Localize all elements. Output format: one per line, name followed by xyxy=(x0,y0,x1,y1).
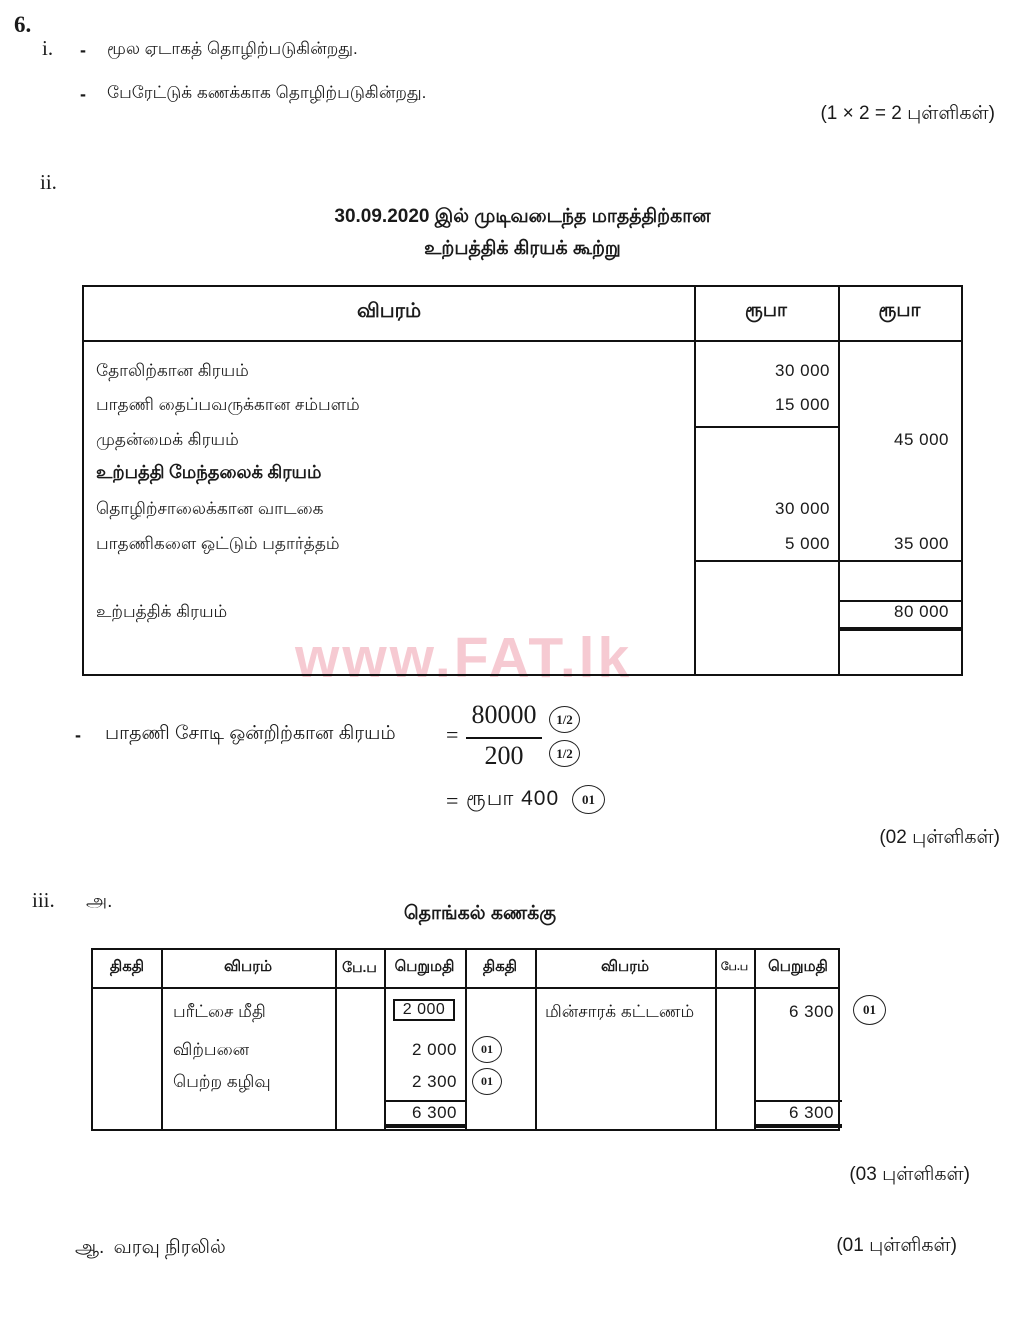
amount-factory-rent: 30 000 xyxy=(775,499,830,518)
debit-mark-circle-1: 01 xyxy=(472,1036,502,1063)
calc-denominator: 200 xyxy=(484,741,524,770)
ledger-h-details-left: விபரம் xyxy=(223,958,273,975)
watermark: www.FAT.lk xyxy=(295,626,633,690)
amount-stitcher-salary: 15 000 xyxy=(775,395,830,414)
part-iii-sub-a: அ. xyxy=(86,891,113,912)
debit-row-sales: விற்பனை xyxy=(173,1040,250,1059)
debit-row-discount-received: பெற்ற கழிவு xyxy=(173,1072,271,1091)
ledger-h-details-right: விபரம் xyxy=(600,958,650,975)
part-i-dash-2: - xyxy=(80,84,86,104)
part-i-item-2: பேரேட்டுக் கணக்காக தொழிற்படுகின்றது. xyxy=(107,83,427,102)
ledger-table xyxy=(91,948,840,1131)
calc-label: பாதணி சோடி ஒன்றிற்கான கிரயம் xyxy=(105,723,396,744)
header-underline xyxy=(84,340,961,342)
statement-title-line2: உற்பத்திக் கிரயக் கூற்று xyxy=(424,238,621,259)
header-rupees-2: ரூபா xyxy=(878,300,921,321)
statement-title-line1: 30.09.2020 இல் முடிவடைந்த மாதத்திற்கான xyxy=(334,206,711,227)
col-divider-1 xyxy=(694,287,696,674)
ledger-header-underline xyxy=(93,987,838,989)
total-top-line xyxy=(838,600,961,602)
debit-value-1-boxed xyxy=(387,999,461,1021)
part-iii-a-marks: (03 புள்ளிகள்) xyxy=(849,1164,970,1185)
question-number: 6. xyxy=(14,12,32,37)
debit-total-double-line xyxy=(384,1124,465,1128)
row-label-glue-material: பாதணிகளை ஒட்டும் பதார்த்தம் xyxy=(96,534,340,553)
amount-glue-material: 5 000 xyxy=(784,534,830,553)
part-i-item-1: மூல ஏடாகத் தொழிற்படுகின்றது. xyxy=(107,39,358,58)
credit-mark-circle: 01 xyxy=(853,995,886,1025)
boxed-value: 2 000 xyxy=(393,999,456,1021)
credit-row-electricity: மின்சாரக் கட்டணம் xyxy=(545,1002,695,1021)
debit-total-top-line xyxy=(384,1100,465,1102)
row-label-leather-cost: தோலிற்கான கிரயம் xyxy=(96,361,249,380)
debit-value-3: 2 300 xyxy=(411,1072,457,1091)
part-i-marks: (1 × 2 = 2 புள்ளிகள்) xyxy=(820,103,995,124)
ledger-h-value-left: பெறுமதி xyxy=(394,958,455,975)
ledger-h-date-right: திகதி xyxy=(482,958,518,975)
ledger-h-folio-right: பே.ப xyxy=(720,961,749,973)
ledger-title: தொங்கல் கணக்கு xyxy=(403,903,557,924)
half-mark-circle-top: 1/2 xyxy=(549,706,580,733)
result-mark-circle: 01 xyxy=(572,785,605,814)
ledger-h-value-right: பெறுமதி xyxy=(768,958,828,975)
ledger-h-folio-left: பே.ப xyxy=(342,959,377,975)
part-ii-marks: (02 புள்ளிகள்) xyxy=(879,827,1000,848)
row-label-factory-rent: தொழிற்சாலைக்கான வாடகை xyxy=(96,499,324,518)
calc-result: ரூபா 400 xyxy=(466,787,560,810)
row-label-stitcher-salary: பாதணி தைப்பவருக்கான சம்பளம் xyxy=(96,395,360,414)
result-equals: = xyxy=(446,788,459,813)
header-details: விபரம் xyxy=(356,300,422,322)
row-label-production-overhead: உற்பத்தி மேந்தலைக் கிரயம் xyxy=(96,462,322,482)
credit-total-double-line xyxy=(754,1124,842,1128)
part-iii-b-marks: (01 புள்ளிகள்) xyxy=(836,1235,957,1256)
credit-total-top-line xyxy=(754,1100,842,1102)
ledger-vline-6 xyxy=(715,950,717,1129)
row-label-prime-cost: முதன்மைக் கிரயம் xyxy=(96,430,239,449)
calc-equals: = xyxy=(446,722,459,747)
total-double-underline xyxy=(838,627,961,631)
credit-value-1: 6 300 xyxy=(788,1002,834,1021)
credit-total: 6 300 xyxy=(788,1103,834,1122)
part-i-label: i. xyxy=(42,36,54,60)
amount-prime-cost: 45 000 xyxy=(894,430,949,449)
subtotal-line-2 xyxy=(694,560,961,562)
debit-total: 6 300 xyxy=(411,1103,457,1122)
part-iii-label: iii. xyxy=(32,888,55,912)
calc-dash: - xyxy=(75,725,81,745)
part-i-dash-1: - xyxy=(80,40,86,60)
ledger-h-date-left: திகதி xyxy=(109,958,145,975)
row-label-production-cost: உற்பத்திக் கிரயம் xyxy=(96,602,228,621)
cost-statement-table xyxy=(82,285,963,676)
part-ii-label: ii. xyxy=(40,170,57,194)
amount-overhead-total: 35 000 xyxy=(894,534,949,553)
debit-mark-circle-2: 01 xyxy=(472,1068,502,1095)
amount-production-cost: 80 000 xyxy=(894,602,949,621)
part-iii-sub-b: ஆ. xyxy=(75,1237,105,1258)
amount-leather-cost: 30 000 xyxy=(775,361,830,380)
half-mark-circle-bottom: 1/2 xyxy=(549,740,580,767)
part-iii-b-answer: வரவு நிரலில் xyxy=(113,1237,226,1258)
header-rupees-1: ரூபா xyxy=(745,300,787,321)
debit-value-2: 2 000 xyxy=(411,1040,457,1059)
subtotal-line-1 xyxy=(694,426,838,428)
part-iii-b-line xyxy=(75,1237,226,1261)
debit-row-exam-balance: பரீட்சை மீதி xyxy=(173,1002,266,1021)
calc-numerator: 80000 xyxy=(471,700,537,729)
fraction-bar xyxy=(466,737,542,739)
